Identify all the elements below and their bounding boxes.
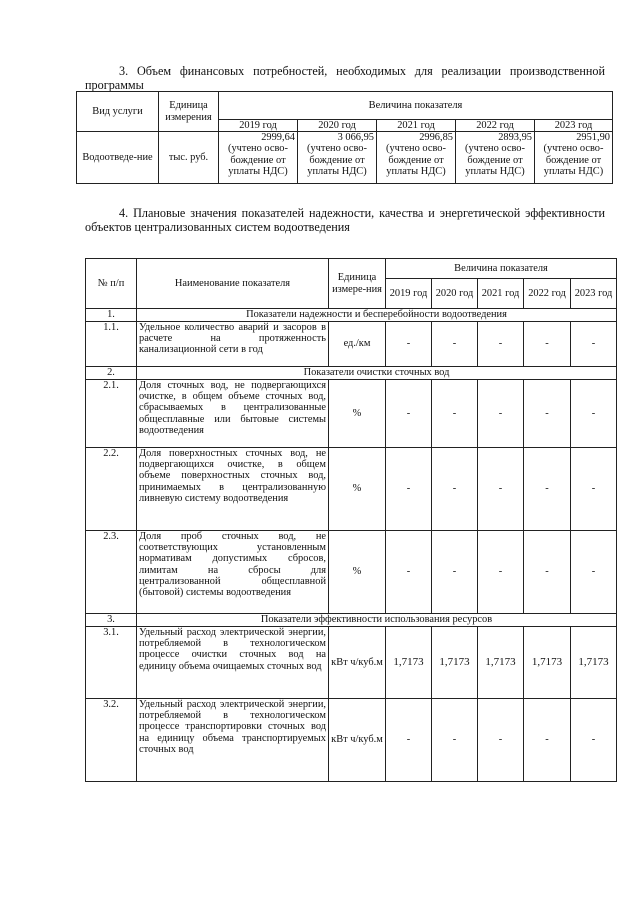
value-cell: - <box>524 448 571 531</box>
value-cell: - <box>571 448 617 531</box>
year-header: 2021 год <box>377 120 456 132</box>
year-header: 2019 год <box>219 120 298 132</box>
indicators-table <box>85 258 617 782</box>
indicator-name: Доля проб сточных вод, не соответствующих установленным нормативам допустимых сбросов, лимитам на сбросы для централизованной общесплавной (бытовой) системы водоотведения <box>137 531 329 614</box>
value-cell: - <box>571 699 617 782</box>
year-header: 2020 год <box>432 279 478 309</box>
value-cell: 3 066,95 (учтено осво-бождение от уплаты НДС) <box>298 132 377 184</box>
table-row <box>77 132 613 184</box>
unit-cell: % <box>329 531 386 614</box>
financial-needs-table <box>76 91 613 184</box>
value-cell: - <box>571 531 617 614</box>
table-row <box>86 380 617 448</box>
value-cell: 2996,85 (учтено осво-бождение от уплаты НДС) <box>377 132 456 184</box>
value-cell: - <box>478 699 524 782</box>
year-header: 2021 год <box>478 279 524 309</box>
table-row <box>86 531 617 614</box>
value-cell: - <box>478 380 524 448</box>
col-value-header: Величина показателя <box>219 92 613 120</box>
unit-cell: % <box>329 448 386 531</box>
indicator-name: Удельное количество аварий и засоров в расчете на протяженность канализационной сети в год <box>137 322 329 367</box>
table-row <box>86 322 617 367</box>
indicator-name: Доля поверхностных сточных вод, не подвергающихся очистке, в общем объеме поверхностных сточных вод, принимаемых в централизованную ливневую систему водоотведения <box>137 448 329 531</box>
indicator-name: Удельный расход электрической энергии, потребляемой в технологическом процессе очистки сточных вод на единицу объема очищаемых сточных вод <box>137 627 329 699</box>
table-row <box>86 448 617 531</box>
value-cell: 1,7173 <box>571 627 617 699</box>
table-row <box>86 699 617 782</box>
group-num: 1. <box>86 309 137 322</box>
value-cell: 1,7173 <box>386 627 432 699</box>
col-name-header: Наименование показателя <box>137 259 329 309</box>
value-cell: - <box>386 380 432 448</box>
unit-cell: кВт ч/куб.м <box>329 699 386 782</box>
group-title: Показатели надежности и бесперебойности водоотведения <box>137 309 617 322</box>
value-cell: - <box>432 531 478 614</box>
unit-cell: тыс. руб. <box>159 132 219 184</box>
value-cell: - <box>524 699 571 782</box>
group-title: Показатели очистки сточных вод <box>137 367 617 380</box>
table-row <box>86 627 617 699</box>
value-cell: 1,7173 <box>478 627 524 699</box>
group-header-row <box>86 367 617 380</box>
value-cell: - <box>478 448 524 531</box>
value-cell: - <box>524 531 571 614</box>
value-cell: 2893,95 (учтено осво-бождение от уплаты НДС) <box>456 132 535 184</box>
indicator-name: Удельный расход электрической энергии, потребляемой в технологическом процессе транспортировки сточных вод на единицу объема транспортируемых сточных вод <box>137 699 329 782</box>
section3-heading: 3. Объем финансовых потребностей, необходимых для реализации производственной программы <box>85 64 605 92</box>
value-cell: - <box>432 380 478 448</box>
value-cell: - <box>478 322 524 367</box>
value-cell: 2999,64 (учтено осво-бождение от уплаты НДС) <box>219 132 298 184</box>
row-num: 2.3. <box>86 531 137 614</box>
col-num-header: № п/п <box>86 259 137 309</box>
value-cell: - <box>386 699 432 782</box>
group-header-row <box>86 614 617 627</box>
value-cell: - <box>524 322 571 367</box>
group-num: 3. <box>86 614 137 627</box>
value-cell: - <box>386 448 432 531</box>
value-cell: - <box>386 322 432 367</box>
value-cell: - <box>432 699 478 782</box>
service-name: Водоотведе-ние <box>77 132 159 184</box>
row-num: 3.2. <box>86 699 137 782</box>
group-title: Показатели эффективности использования ресурсов <box>137 614 617 627</box>
section4-heading: 4. Плановые значения показателей надежности, качества и энергетической эффективности объектов централизованных систем водоотведения <box>85 206 605 234</box>
year-header: 2023 год <box>535 120 613 132</box>
year-header: 2022 год <box>456 120 535 132</box>
value-cell: - <box>571 322 617 367</box>
year-header: 2020 год <box>298 120 377 132</box>
value-cell: 1,7173 <box>432 627 478 699</box>
indicator-name: Доля сточных вод, не подвергающихся очистке, в общем объеме сточных вод, сбрасываемых в централизованные общесплавные или бытовые системы водоотведения <box>137 380 329 448</box>
value-cell: 2951,90 (учтено осво-бождение от уплаты НДС) <box>535 132 613 184</box>
value-cell: - <box>571 380 617 448</box>
row-num: 1.1. <box>86 322 137 367</box>
col-service-header: Вид услуги <box>77 92 159 132</box>
col-unit-header: Единица измерения <box>159 92 219 132</box>
row-num: 3.1. <box>86 627 137 699</box>
year-header: 2022 год <box>524 279 571 309</box>
unit-cell: ед./км <box>329 322 386 367</box>
col-value-header: Величина показателя <box>386 259 617 279</box>
col-unit-header: Единица измере-ния <box>329 259 386 309</box>
year-header: 2019 год <box>386 279 432 309</box>
year-header: 2023 год <box>571 279 617 309</box>
value-cell: - <box>524 380 571 448</box>
row-num: 2.2. <box>86 448 137 531</box>
value-cell: - <box>432 448 478 531</box>
unit-cell: кВт ч/куб.м <box>329 627 386 699</box>
value-cell: 1,7173 <box>524 627 571 699</box>
value-cell: - <box>478 531 524 614</box>
row-num: 2.1. <box>86 380 137 448</box>
value-cell: - <box>432 322 478 367</box>
group-header-row <box>86 309 617 322</box>
group-num: 2. <box>86 367 137 380</box>
unit-cell: % <box>329 380 386 448</box>
value-cell: - <box>386 531 432 614</box>
